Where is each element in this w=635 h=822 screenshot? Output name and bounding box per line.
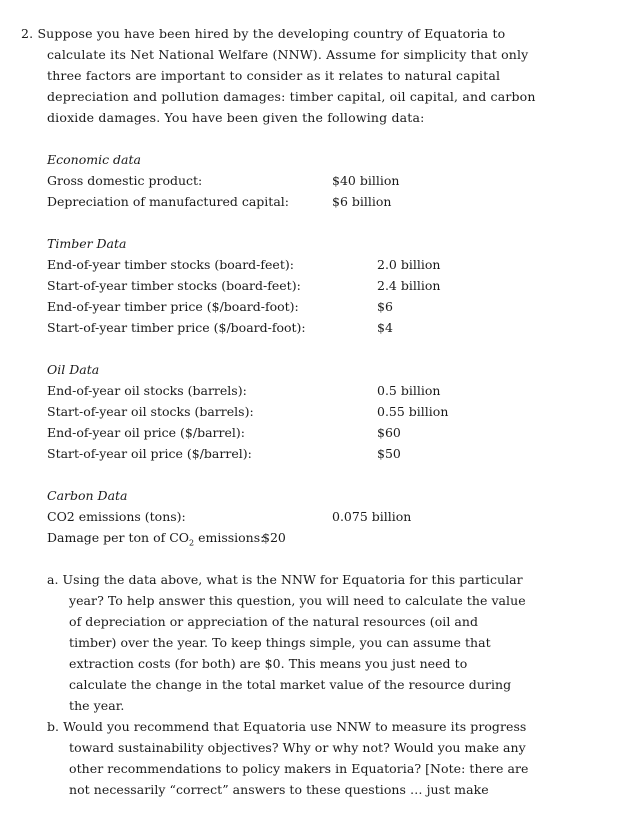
data-value: $20 [262,530,286,545]
data-label: End-of-year oil price ($/barrel): [47,425,245,440]
section-heading: Timber Data [47,236,127,251]
data-label: Gross domestic product: [47,173,203,188]
data-value: 0.5 billion [377,383,441,398]
data-value: $50 [377,446,401,461]
data-label: Depreciation of manufactured capital: [47,194,289,209]
data-value: $60 [377,425,401,440]
data-value: 0.075 billion [332,509,412,524]
damage-label-prefix: Damage per ton of CO [47,530,190,545]
co2-subscript: 2 [189,538,195,548]
data-value: 2.0 billion [377,257,441,272]
part-a-line: the year. [69,698,125,713]
data-label: CO2 emissions (tons): [47,509,186,524]
data-value: $6 billion [332,194,392,209]
part-a-line: year? To help answer this question, you will need to calculate the value [69,593,526,608]
part-b-line: not necessarily “correct” answers to these questions … just make [69,782,489,797]
part-b-line: b. Would you recommend that Equatoria use NNW to measure its progress [47,719,527,734]
question-line: dioxide damages. You have been given the following data: [47,110,425,125]
part-a-line: a. Using the data above, what is the NNW for Equatoria for this particular [47,572,523,587]
part-a-line: calculate the change in the total market value of the resource during [69,677,512,692]
data-label: Start-of-year timber stocks (board-feet): [47,278,301,293]
part-b-line: toward sustainability objectives? Why or why not? Would you make any [69,740,526,755]
section-heading: Economic data [47,152,141,167]
data-label: Start-of-year oil price ($/barrel): [47,446,252,461]
data-label: Start-of-year timber price ($/board-foot): [47,320,306,335]
data-value: $6 [377,299,393,314]
question-line: depreciation and pollution damages: timber capital, oil capital, and carbon [47,89,536,104]
question-line: calculate its Net National Welfare (NNW). Assume for simplicity that only [47,47,529,62]
section-heading: Carbon Data [47,488,128,503]
data-value: 0.55 billion [377,404,449,419]
data-label: End-of-year oil stocks (barrels): [47,383,247,398]
damage-label-suffix: emissions: [194,530,265,545]
part-b-line: other recommendations to policy makers in Equatoria? [Note: there are [69,761,529,776]
part-a-line: extraction costs (for both) are $0. This means you just need to [69,656,468,671]
data-label: End-of-year timber stocks (board-feet): [47,257,294,272]
data-label: End-of-year timber price ($/board-foot): [47,299,299,314]
question-line: 2. Suppose you have been hired by the developing country of Equatoria to [21,26,506,41]
data-label: Start-of-year oil stocks (barrels): [47,404,254,419]
part-a-line: of depreciation or appreciation of the natural resources (oil and [69,614,479,629]
question-line: three factors are important to consider as it relates to natural capital [47,68,501,83]
section-heading: Oil Data [47,362,100,377]
data-value: $40 billion [332,173,400,188]
part-a-line: timber) over the year. To keep things simple, you can assume that [69,635,491,650]
data-label [47,532,264,548]
data-value: $4 [377,320,393,335]
data-value: 2.4 billion [377,278,441,293]
